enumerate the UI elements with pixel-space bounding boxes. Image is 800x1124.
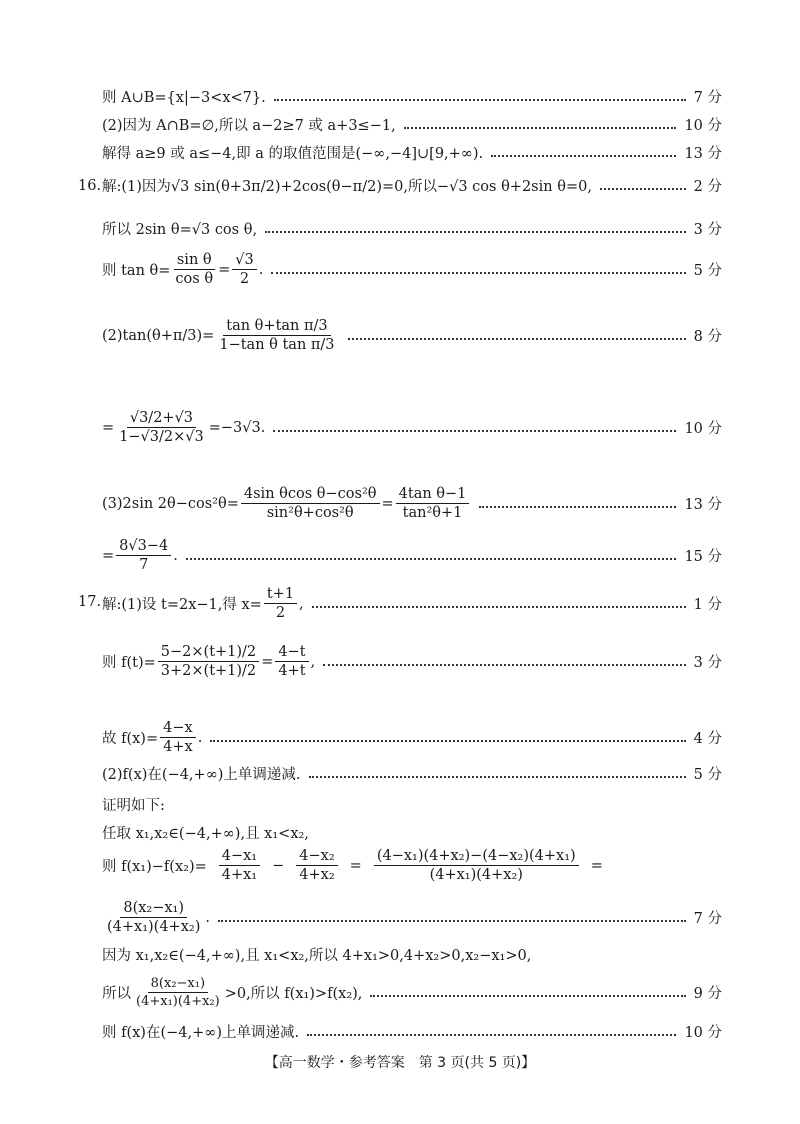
fraction-denominator: 4+x₁ (221, 867, 258, 883)
leader-dots (323, 664, 686, 666)
equals-sign: = (102, 547, 115, 564)
fraction (158, 644, 259, 679)
fraction-numerator: tan θ+tan π/3 (223, 318, 330, 336)
fraction (216, 318, 337, 353)
score-label: 8 分 (693, 329, 722, 345)
score-label: 4 分 (693, 731, 722, 747)
equals-sign: = (102, 419, 115, 436)
leader-dots (600, 188, 686, 190)
comma: , (299, 595, 304, 612)
fraction (232, 252, 256, 287)
q16-line-3 (102, 252, 722, 287)
fraction-numerator: √3 (232, 252, 256, 270)
q16-line-7 (102, 538, 722, 573)
q16-part3-result (102, 538, 178, 573)
q16-tan-prefix: 则 tan θ= (102, 263, 171, 279)
equals-sign: = (590, 857, 603, 874)
question-number-16: 16. (78, 178, 102, 194)
q17-substitution (102, 586, 304, 621)
q16-part3-prefix: (3)2sin 2θ−cos²θ= (102, 495, 239, 512)
fraction-denominator: sin²θ+cos²θ (266, 505, 354, 521)
fraction-denominator: 2 (275, 605, 286, 621)
equals-sign: = (261, 653, 274, 670)
score-label: 10 分 (684, 1025, 722, 1041)
fraction-numerator: 8√3−4 (116, 538, 171, 556)
score-label: 7 分 (693, 90, 722, 106)
fraction-denominator: tan²θ+1 (402, 505, 463, 521)
fraction-denominator: (4+x₁)(4+x₂) (136, 994, 220, 1009)
leader-dots (274, 99, 686, 101)
fraction-numerator: sin θ (174, 252, 215, 270)
fraction (104, 900, 203, 935)
q17-proof-heading: 证明如下: (102, 798, 165, 814)
score-label: 5 分 (693, 767, 722, 783)
score-label: 15 分 (684, 549, 722, 565)
fraction-numerator: 8(x₂−x₁) (120, 900, 187, 918)
fraction (275, 644, 308, 679)
comma: , (310, 653, 316, 670)
fraction (264, 586, 297, 621)
q16-line-1 (102, 175, 722, 196)
fraction-numerator: t+1 (264, 586, 297, 604)
equals-sign: = (218, 261, 231, 278)
q17-sign-analysis: 因为 x₁,x₂∈(−4,+∞),且 x₁<x₂,所以 4+x₁>0,4+x₂>0,x₂−x₁>0, (102, 948, 532, 964)
leader-dots (309, 776, 686, 778)
q17-fx-expr (102, 720, 202, 755)
fraction-numerator: 4tan θ−1 (396, 486, 470, 504)
q17-line-3 (102, 720, 722, 755)
minus-sign: − (272, 857, 285, 874)
q15-line-range (102, 142, 722, 163)
q17-conclusion-prefix: 所以 (102, 986, 131, 1002)
q17-conclusion-expr (102, 976, 362, 1009)
q16-part3-expr (102, 486, 471, 521)
fraction-numerator: 4sin θcos θ−cos²θ (241, 486, 380, 504)
fraction-numerator: 4−t (275, 644, 308, 662)
q17-ft-prefix: 则 f(t)= (102, 655, 156, 671)
score-label: 9 分 (693, 986, 722, 1002)
fraction (219, 848, 260, 883)
q17-line-7 (102, 848, 722, 883)
q16-tan-sum-prefix: (2)tan(θ+π/3)= (102, 327, 215, 344)
q17-difference-expr (102, 848, 603, 883)
fraction-denominator: 1−tan θ tan π/3 (219, 337, 335, 353)
q16-step-1: 解:(1)因为√3 sin(θ+3π/2)+2cos(θ−π/2)=0,所以−√3 cos θ+2sin θ=0, (102, 179, 592, 195)
q16-tan-value-expr (102, 410, 265, 445)
fraction (241, 486, 380, 521)
fraction-denominator: 4+t (278, 663, 306, 679)
q17-difference-result (102, 900, 210, 935)
fraction-numerator: 4−x₁ (219, 848, 260, 866)
q17-fx-prefix: 故 f(x)= (102, 731, 159, 747)
q16-line-2 (102, 218, 722, 239)
equals-sign: = (349, 857, 362, 874)
fraction-denominator: 1−√3/2×√3 (119, 429, 204, 445)
q16-line-5 (102, 410, 722, 445)
leader-dots (218, 920, 686, 922)
fraction (396, 486, 470, 521)
fraction-denominator: 3+2×(t+1)/2 (160, 663, 257, 679)
score-label: 3 分 (693, 655, 722, 671)
fraction-denominator: (4+x₁)(4+x₂) (429, 867, 523, 883)
fraction (116, 410, 207, 445)
leader-dots (210, 740, 685, 742)
fraction-numerator: 4−x (160, 720, 196, 738)
q17-line-11 (102, 1021, 722, 1042)
q16-line-4 (102, 318, 722, 353)
score-label: 2 分 (693, 179, 722, 195)
score-label: 7 分 (693, 911, 722, 927)
q16-line-6 (102, 486, 722, 521)
fraction-numerator: 5−2×(t+1)/2 (158, 644, 259, 662)
leader-dots (348, 338, 686, 340)
fraction (116, 538, 171, 573)
fraction-denominator: 4+x₂ (299, 867, 335, 883)
period: . (197, 729, 203, 746)
fraction-denominator: (4+x₁)(4+x₂) (107, 919, 201, 935)
score-label: 10 分 (684, 118, 722, 134)
leader-dots (404, 127, 677, 129)
leader-dots (273, 430, 676, 432)
score-label: 13 分 (684, 497, 722, 513)
q15-line-intersection (102, 114, 722, 135)
q17-substitution-prefix: 解:(1)设 t=2x−1,得 x= (102, 597, 262, 613)
leader-dots (186, 558, 677, 560)
q17-line-8 (102, 900, 722, 935)
fraction-denominator: 4+x (163, 739, 193, 755)
q16-tan-result: =−3√3. (208, 419, 266, 436)
q15-union-text: 则 A∪B={x|−3<x<7}. (102, 90, 266, 106)
period: . (205, 909, 210, 926)
q17-proof-setup: 任取 x₁,x₂∈(−4,+∞),且 x₁<x₂, (102, 826, 309, 842)
leader-dots (370, 995, 685, 997)
leader-dots (265, 231, 686, 233)
period: . (258, 261, 264, 278)
q16-tan-sum-expr (102, 318, 340, 353)
fraction (160, 720, 196, 755)
leader-dots (271, 272, 685, 274)
question-number-17: 17. (78, 594, 102, 610)
fraction (296, 848, 337, 883)
q17-line-4 (102, 763, 722, 784)
q15-line-union (102, 86, 722, 107)
q17-final-statement: 则 f(x)在(−4,+∞)上单调递减. (102, 1025, 300, 1041)
score-label: 13 分 (684, 146, 722, 162)
page-footer: 【高一数学・参考答案 第 3 页(共 5 页)】 (264, 1055, 536, 1071)
period: . (173, 547, 178, 564)
fraction (133, 976, 223, 1009)
fraction (374, 848, 579, 883)
q17-monotone-claim: (2)f(x)在(−4,+∞)上单调递减. (102, 767, 301, 783)
leader-dots (479, 506, 676, 508)
q17-ft-expr (102, 644, 315, 679)
q17-line-1 (102, 586, 722, 621)
q15-intersection-text: (2)因为 A∩B=∅,所以 a−2≥7 或 a+3≤−1, (102, 118, 396, 134)
q17-line-10 (102, 976, 722, 1009)
fraction-denominator: 2 (239, 271, 250, 287)
score-label: 3 分 (693, 222, 722, 238)
fraction-numerator: √3/2+√3 (127, 410, 196, 428)
q17-difference-prefix: 则 f(x₁)−f(x₂)= (102, 859, 207, 875)
leader-dots (312, 606, 686, 608)
fraction-numerator: (4−x₁)(4+x₂)−(4−x₂)(4+x₁) (374, 848, 579, 866)
fraction-numerator: 8(x₂−x₁) (148, 976, 208, 993)
q16-step-2: 所以 2sin θ=√3 cos θ, (102, 222, 258, 238)
q15-range-text: 解得 a≥9 或 a≤−4,即 a 的取值范围是(−∞,−4]∪[9,+∞). (102, 146, 484, 162)
equals-sign: = (381, 495, 394, 512)
fraction-denominator: 7 (139, 557, 149, 573)
q16-tan-expr (102, 252, 263, 287)
fraction-numerator: 4−x₂ (296, 848, 337, 866)
score-label: 10 分 (684, 421, 722, 437)
q17-conclusion-suffix: >0,所以 f(x₁)>f(x₂), (224, 986, 363, 1002)
score-label: 1 分 (693, 597, 722, 613)
fraction (172, 252, 216, 287)
leader-dots (307, 1034, 676, 1036)
leader-dots (491, 155, 676, 157)
fraction-denominator: cos θ (175, 271, 214, 287)
score-label: 5 分 (693, 263, 722, 279)
q17-line-2 (102, 644, 722, 679)
